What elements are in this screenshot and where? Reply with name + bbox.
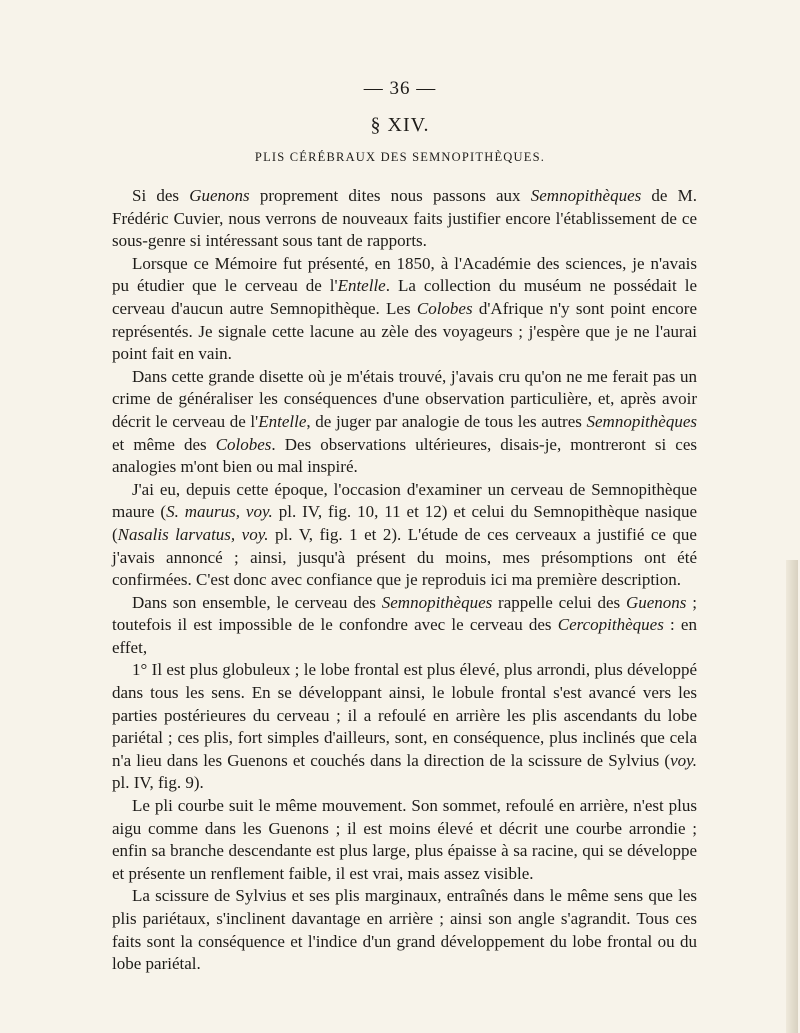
text-segment: pl. IV, fig. 10, 11 et 12) et celui du Semnopithèque nasique (	[112, 502, 697, 544]
italic-term: Cercopithèques	[557, 615, 664, 635]
paragraph	[112, 253, 697, 366]
paragraph	[112, 479, 697, 592]
section-heading: § XIV.	[370, 114, 430, 136]
text-segment: 1° Il est plus globuleux ; le lobe frontal est plus élevé, plus arrondi, plus développé dans tous les sens. En se développant ainsi, le lobule frontal s'est avancé vers les parties postérieures du cerveau ; il a refoulé en arrière les plis ascendants du lobe pariétal ; ces plis, fort simples d'ailleurs, sont, en conséquence, plus inclinés que cela n'a lieu dans les Guenons et couchés dans la direction de la scissure de Sylvius (	[112, 660, 697, 770]
text-segment: Si des	[132, 186, 190, 205]
text-segment: , de juger par analogie de tous les autres	[306, 411, 587, 431]
text-segment: . Des observations ultérieures, disais-je, montreront si ces analogies m'ont bien ou mal inspiré.	[112, 434, 697, 477]
text-segment: proprement dites nous passons aux	[249, 186, 531, 205]
text-segment: pl. V, fig. 1 et 2). L'étude de ces cerveaux a justifié ce que j'avais annoncé ; ainsi, jusqu'à présent du moins, mes présomptions ont été confirmées. C'est donc avec confiance que je reproduis ici ma première description.	[112, 524, 697, 590]
text-segment: Dans son ensemble, le cerveau des	[132, 592, 382, 612]
text-segment: Lorsque ce Mémoire fut présenté, en 1850, à l'Académie des sciences, je n'avais pu étudier que le cerveau de l'	[112, 253, 697, 296]
page-number: — 36 —	[363, 78, 437, 99]
italic-term: Semnopithèques	[381, 592, 493, 612]
paragraph	[112, 592, 697, 660]
text-segment: et même des	[112, 434, 216, 454]
paragraph	[112, 185, 697, 253]
page-edge-shadow	[786, 560, 798, 1033]
italic-term: Guenons	[189, 186, 250, 205]
text-segment: d'Afrique n'y sont point encore représentés. Je signale cette lacune au zèle des voyageurs ; j'espère que je ne l'aurai point fait en vain.	[112, 298, 697, 364]
text-segment: Dans cette grande disette où je m'étais trouvé, j'avais cru qu'on ne me ferait pas un crime de généraliser les conséquences d'une observation particulière, et, après avoir décrit le cerveau de l'	[112, 366, 697, 431]
italic-term: Semnopithèques	[586, 411, 697, 431]
italic-term: Entelle	[337, 276, 386, 296]
italic-term: Nasalis larvatus, voy.	[117, 524, 269, 544]
paragraph	[112, 659, 697, 795]
text-segment: La scissure de Sylvius et ses plis marginaux, entraînés dans le même sens que les plis pariétaux, s'inclinent davantage en arrière ; ainsi son angle s'agrandit. Tous ces faits sont la conséquence et l'indice d'un grand développement du lobe frontal ou du lobe pariétal.	[112, 886, 697, 974]
paragraph	[112, 366, 697, 479]
text-segment: rappelle celui des	[492, 592, 626, 612]
text-segment: pl. IV, fig. 9).	[112, 773, 204, 793]
body-text	[112, 185, 697, 976]
paragraph	[112, 885, 697, 975]
italic-term: Semnopithèques	[530, 186, 642, 205]
italic-term: Entelle	[258, 411, 307, 431]
text-segment: Le pli courbe suit le même mouvement. Son sommet, refoulé en arrière, n'est plus aigu comme dans les Guenons ; il est moins élevé et décrit une courbe arrondie ; enfin sa branche descendante est plus large, plus épaisse à sa racine, qui se développe et présente un renflement faible, il est vrai, mais assez visible.	[112, 796, 697, 883]
text-segment: de M. Frédéric Cuvier, nous verrons de nouveaux faits justifier encore l'établissement de ce sous-genre si intéressant sous tant de rapports.	[112, 186, 697, 251]
italic-term: Colobes	[215, 434, 272, 454]
italic-term: voy.	[670, 750, 697, 770]
italic-term: S. maurus, voy.	[166, 502, 273, 522]
italic-term: Colobes	[416, 298, 473, 318]
italic-term: Guenons	[625, 592, 687, 612]
paragraph	[112, 795, 697, 885]
text-segment: ; toutefois il est impossible de le confondre avec le cerveau des	[112, 592, 697, 635]
text-segment: J'ai eu, depuis cette époque, l'occasion d'examiner un cerveau de Semnopithèque maure (	[112, 479, 697, 522]
text-segment: : en effet,	[112, 615, 697, 657]
text-segment: . La collection du muséum ne possédait le cerveau d'aucun autre Semnopithèque. Les	[112, 276, 697, 318]
section-subtitle: PLIS CÉRÉBRAUX DES SEMNOPITHÈQUES.	[254, 150, 546, 164]
